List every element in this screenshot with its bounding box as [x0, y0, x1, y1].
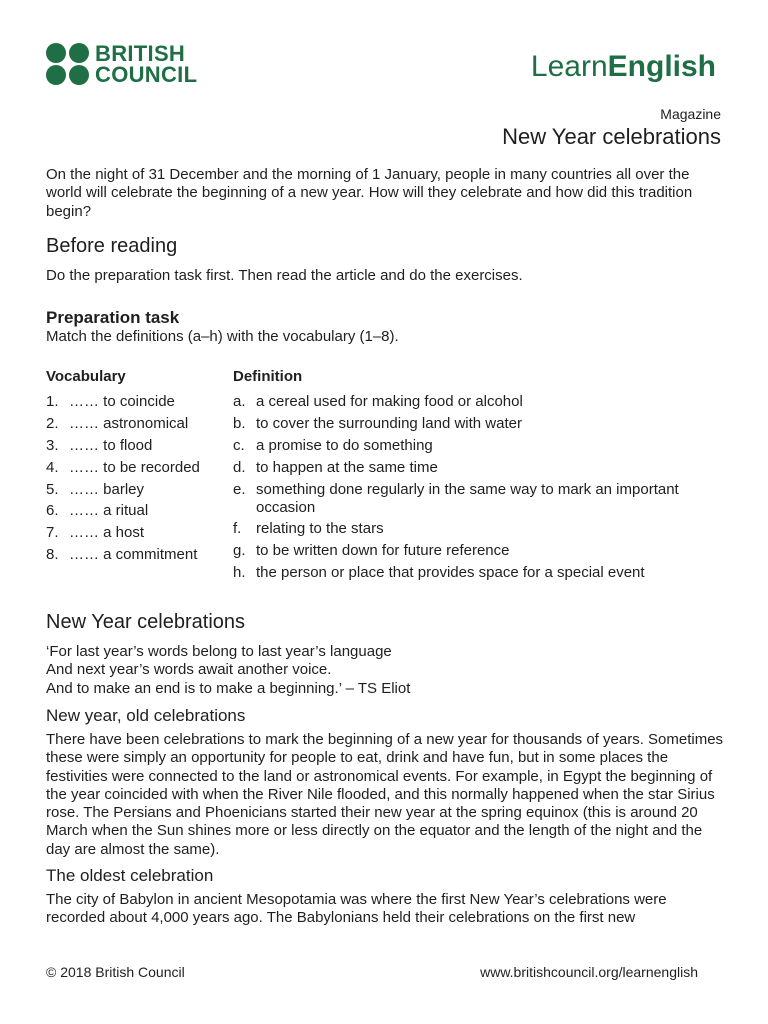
british-council-logo: [46, 43, 197, 85]
item-letter: a.: [233, 393, 246, 410]
item-number: 7.: [46, 524, 59, 542]
definition-header: Definition: [233, 368, 303, 385]
item-text: …… barley: [69, 480, 145, 498]
vocabulary-header: Vocabulary: [46, 368, 126, 385]
item-text: …… a commitment: [69, 546, 198, 564]
list-item: [233, 415, 713, 433]
learn-prefix: Learn: [530, 50, 608, 83]
item-letter: f.: [233, 520, 242, 538]
learnenglish-logo: [531, 50, 716, 84]
list-item: [46, 502, 200, 524]
list-item: [233, 459, 713, 477]
list-item: [46, 459, 200, 481]
item-text: …… a ritual: [69, 502, 149, 520]
item-text: …… to coincide: [69, 393, 175, 410]
article-paragraph-2: The city of Babylon in ancient Mesopotamia was where the first New Year’s celebrations were recorded about 4,000 years ago. The Babylonians held their celebrations on the first new: [46, 891, 667, 927]
footer-url[interactable]: www.britishcouncil.org/learnenglish: [480, 964, 698, 980]
item-text: a promise to do something: [256, 436, 433, 454]
item-text: to be written down for future reference: [256, 542, 510, 560]
item-letter: d.: [233, 458, 246, 476]
subheading-oldest-celebration: The oldest celebration: [46, 866, 214, 885]
brand-line1: BRITISH: [95, 41, 186, 66]
vocabulary-list: [46, 393, 200, 568]
quote-line-3: And to make an end is to make a beginning.’ – TS Eliot: [46, 679, 411, 697]
list-item: [233, 393, 713, 411]
item-letter: b.: [233, 414, 246, 432]
quote-line-2: And next year’s words await another voice.: [46, 661, 332, 679]
item-number: 3.: [46, 436, 59, 454]
list-item: [46, 437, 200, 459]
list-item: [233, 564, 713, 582]
item-number: 4.: [46, 458, 59, 476]
logo-dots-icon: [46, 43, 89, 85]
article-heading: New Year celebrations: [46, 611, 246, 633]
item-text: …… a host: [69, 524, 145, 542]
brand-line2: COUNCIL: [95, 62, 198, 87]
item-letter: c.: [233, 436, 245, 454]
list-item: [46, 546, 200, 568]
preparation-instruction: Match the definitions (a–h) with the vocabulary (1–8).: [46, 328, 399, 345]
item-text: something done regularly in the same way to mark an important occasion: [256, 480, 679, 516]
item-letter: h.: [233, 564, 246, 582]
subheading-new-year-old-celebrations: New year, old celebrations: [46, 706, 246, 725]
article-paragraph-1: There have been celebrations to mark the beginning of a new year for thousands of years. Sometimes these were simply an opportunity for people to eat, drink and have fun, but in some places the festivities were connected to the land or astronomical events. For example, in Egypt the beginning of the year coincided with when the River Nile flooded, and this normally happened when the star Sirius rose. The Persians and Phoenicians started their new year at the spring equinox (this is around 20 March when the Sun shines more or less directly on the equator and the length of the night and the day are almost the same).: [46, 731, 724, 858]
list-item: [46, 393, 200, 415]
item-number: 1.: [46, 393, 59, 410]
list-item: [233, 542, 713, 560]
intro-paragraph: On the night of 31 December and the morning of 1 January, people in many countries all over the world will celebrate the beginning of a new year. How will they celebrate and how did this tradition begin?: [46, 166, 693, 220]
list-item: [46, 481, 200, 503]
item-text: to cover the surrounding land with water: [256, 414, 522, 432]
list-item: [233, 437, 713, 455]
footer-copyright: © 2018 British Council: [46, 964, 185, 980]
item-number: 6.: [46, 502, 59, 520]
item-number: 5.: [46, 480, 59, 498]
item-number: 2.: [46, 414, 59, 432]
list-item: [46, 415, 200, 437]
list-item: [233, 481, 713, 517]
item-text: …… astronomical: [69, 414, 189, 432]
item-text: …… to be recorded: [69, 458, 200, 476]
before-reading-heading: Before reading: [46, 235, 178, 257]
preparation-heading: Preparation task: [46, 308, 180, 327]
item-letter: e.: [233, 480, 246, 498]
definition-list: [233, 393, 713, 586]
item-text: relating to the stars: [256, 520, 384, 538]
item-number: 8.: [46, 546, 59, 564]
list-item: [233, 520, 713, 538]
item-text: the person or place that provides space for a special event: [256, 564, 645, 582]
item-text: to happen at the same time: [256, 458, 438, 476]
section-label: Magazine: [660, 106, 721, 122]
item-text: …… to flood: [69, 436, 153, 454]
quote-line-1: ‘For last year’s words belong to last year’s language: [46, 643, 392, 660]
before-reading-text: Do the preparation task first. Then read the article and do the exercises.: [46, 267, 523, 284]
learn-suffix: English: [607, 50, 716, 83]
item-text: a cereal used for making food or alcohol: [256, 393, 523, 410]
list-item: [46, 524, 200, 546]
page-title: New Year celebrations: [502, 124, 721, 149]
item-letter: g.: [233, 542, 246, 560]
